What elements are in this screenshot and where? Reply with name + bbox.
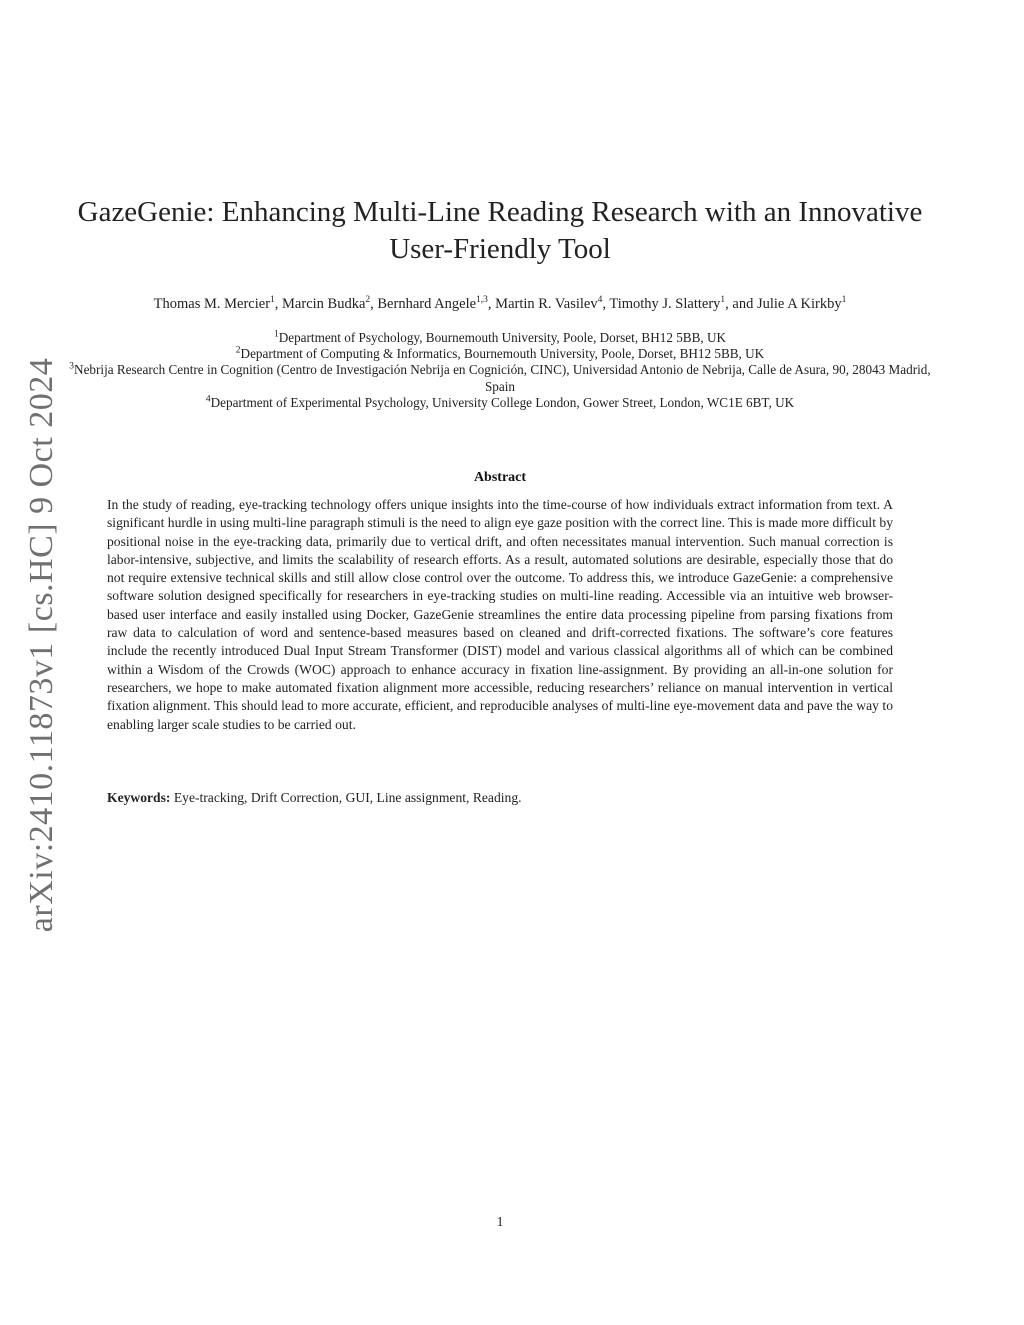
author: Thomas M. Mercier$^1$, [153, 295, 283, 312]
title-line-1: GazeGenie: Enhancing Multi-Line Reading Research with an Innovative [77, 196, 923, 228]
keywords-label: Keywords: [107, 790, 171, 805]
abstract-heading: Abstract [473, 470, 527, 485]
author: Marcin Budka$^2$, [282, 295, 378, 312]
keywords-text: Eye-tracking, Drift Correction, GUI, Line assignment, Reading. [173, 790, 522, 805]
author: Timothy J. Slattery$^1$, and [609, 295, 757, 312]
affiliation-list [60, 330, 940, 411]
title-line-2: User-Friendly Tool [389, 233, 611, 265]
abstract-text: In the study of reading, eye-tracking technology offers unique insights into the time-course of how individuals extract information from text. A significant hurdle in using multi-line paragraph stimuli is the need to align eye gaze position with the correct line. This is made more difficult by positional noise in the eye-tracking data, primarily due to vertical drift, and often necessitates manual intervention. Such manual correction is labor-intensive, subjective, and limits the scalability of research efforts. As a result, automated solutions are desirable, especially those that do not require extensive technical skills and still allow close control over the outcome. To address this, we introduce GazeGenie: a comprehensive software solution designed specifically for researchers in eye-tracking studies on multi-line reading. Accessible via an intuitive web browser-based user interface and easily installed using Docker, GazeGenie streamlines the entire data processing pipeline from parsing fixations from raw data to calculation of word and sentence-based measures based on cleaned and drift-corrected fixations. The software’s core features include the recently introduced Dual Input Stream Transformer (DIST) model and various classical algorithms all of which can be combined within a Wisdom of the Crowds (WOC) approach to enhance accuracy in fixation line-assignment. By providing an all-in-one solution for researchers, we hope to make automated fixation alignment more accessible, reducing researchers’ reliance on manual intervention in vertical fixation alignment. This should lead to more accurate, efficient, and reproducible analyses of multi-line eye-movement data and pave the way to enabling larger scale studies to be carried out. [107, 497, 893, 732]
author: Martin R. Vasilev$^4$, [495, 295, 610, 312]
affiliation: $^2$Department of Computing & Informatics, Bournemouth University, Poole, Dorset, BH12 5BB, UK [235, 345, 765, 362]
author: Julie A Kirkby$^1$ [756, 295, 847, 312]
affiliation: $^3$Nebrija Research Centre in Cognition (Centro de Investigación Nebrija en Cognición, CINC), Universidad Antonio de Nebrija, Calle de Asura, 90, 28043 Madrid, Spain [69, 362, 931, 394]
arxiv-identifier: arXiv:2410.11873v1 [cs.HC] 9 Oct 2024 [23, 357, 60, 933]
paper-title [60, 194, 940, 268]
author: Bernhard Angele$^{1,3}$, [377, 295, 496, 312]
affiliation: $^1$Department of Psychology, Bournemouth University, Poole, Dorset, BH12 5BB, UK [273, 329, 727, 345]
author-list [40, 296, 960, 313]
affiliation: $^4$Department of Experimental Psychology, University College London, Gower Street, London, WC1E 6BT, UK [205, 394, 795, 410]
page-number: 1 [496, 1214, 504, 1229]
keywords [107, 790, 893, 806]
